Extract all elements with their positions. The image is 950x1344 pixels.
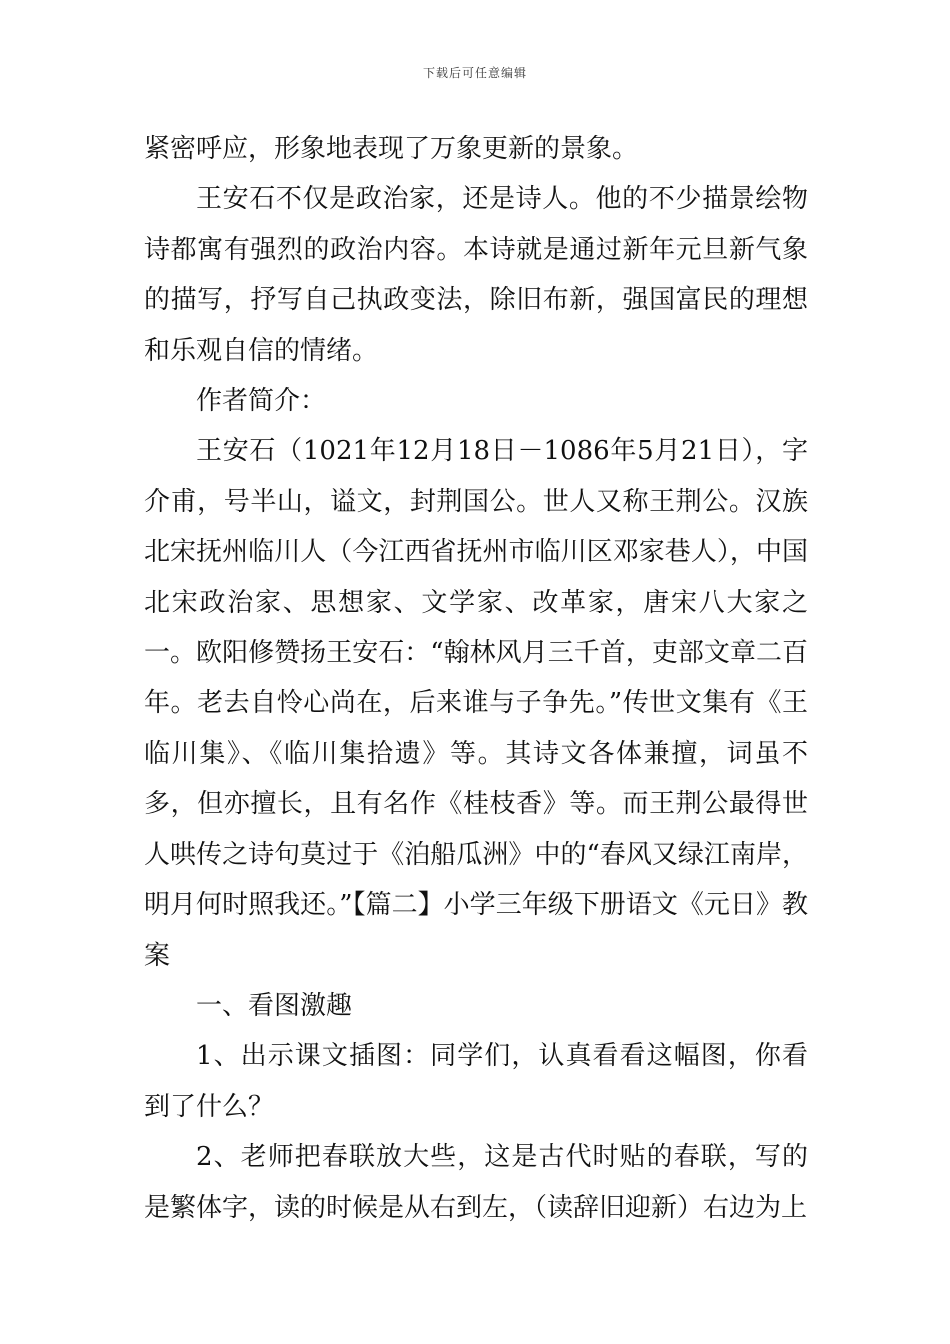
paragraph-author-heading: 作者简介： — [196, 386, 327, 417]
header-note: 下载后可任意编辑 — [422, 66, 527, 80]
document-body — [144, 124, 808, 1233]
paragraph-step-2: 2、老师把春联放大些，这是古代时贴的春联，写的是繁体字，读的时候是从右到左，（读辞旧迎新）右边为上 — [144, 1142, 808, 1223]
paragraph-poet-intro: 王安石不仅是政治家，还是诗人。他的不少描景绘物诗都寓有强烈的政治内容。本诗就是通过新年元旦新气象的描写，抒写自己执政变法，除旧布新，强国富民的理想和乐观自信的情绪。 — [144, 184, 808, 366]
paragraph-section-heading: 一、看图激趣 — [196, 990, 353, 1021]
paragraph-continuation: 紧密呼应，形象地表现了万象更新的景象。 — [144, 134, 639, 164]
paragraph-author-bio: 王安石（1021年12月18日－1086年5月21日），字介甫，号半山，谥文，封荆国公。世人又称王荆公。汉族北宋抚州临川人（今江西省抚州市临川区邓家巷人），中国北宋政治家、思想家、文学家、改革家，唐宋八大家之一。欧阳修赞扬王安石：“翰林风月三千首，吏部文章二百年。老去自怜心尚在，后来谁与子争先。”传世文集有《王临川集》、《临川集拾遗》等。其诗文各体兼擅，词虽不多，但亦擅长，且有名作《桂枝香》等。而王荆公最得世人哄传之诗句莫过于《泊船瓜洲》中的“春风又绿江南岸，明月何时照我还。”【篇二】小学三年级下册语文《元日》教案 — [144, 436, 808, 971]
paragraph-step-1: 1、出示课文插图：同学们，认真看看这幅图，你看到了什么？ — [144, 1041, 808, 1122]
